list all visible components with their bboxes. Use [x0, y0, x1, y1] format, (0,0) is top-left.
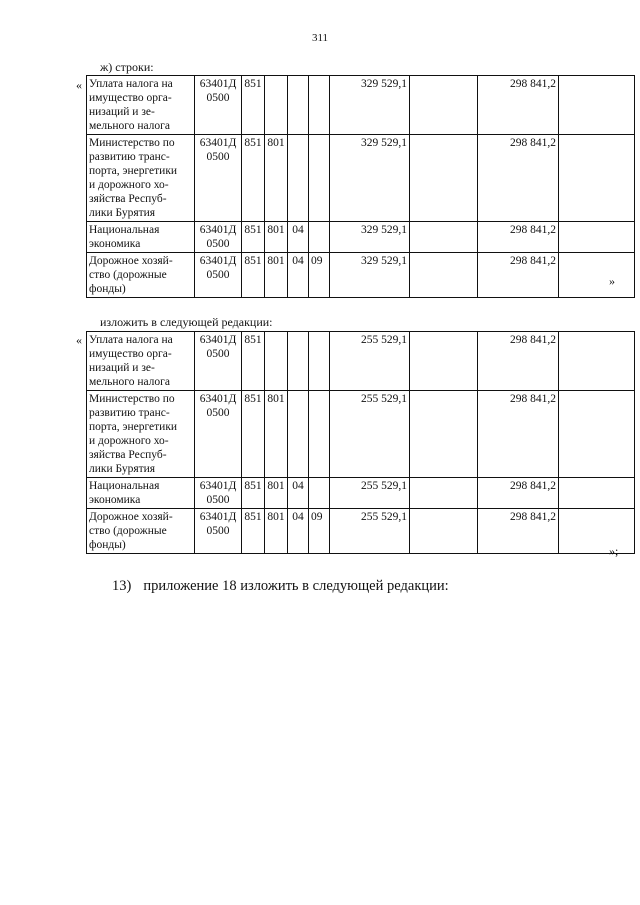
cell-amount-2: 298 841,2	[478, 509, 559, 554]
cell-name-line: Дорожное хозяй-	[89, 255, 173, 267]
cell-name-line: Уплата налога на	[89, 78, 173, 90]
cell-code-line: 63401Д	[199, 137, 237, 149]
cell-empty	[410, 509, 478, 554]
cell-dept: 851	[242, 509, 265, 554]
cell-expense-type: 09	[309, 253, 330, 298]
cell-code	[195, 332, 242, 391]
cell-name-line: и дорожного хо-	[89, 179, 169, 191]
cell-name-line: экономика	[89, 494, 141, 506]
cell-code	[195, 76, 242, 135]
budget-table-old	[86, 75, 635, 298]
section-new-label: изложить в следующей редакции:	[100, 315, 273, 329]
cell-empty	[559, 76, 635, 135]
cell-code-line: 63401Д	[199, 393, 237, 405]
cell-name	[87, 135, 195, 222]
cell-name-line: и дорожного хо-	[89, 435, 169, 447]
cell-code	[195, 135, 242, 222]
cell-name-line: Национальная	[89, 480, 160, 492]
cell-name-line: имущество орга-	[89, 348, 172, 360]
cell-amount-2: 298 841,2	[478, 478, 559, 509]
cell-subsection	[288, 332, 309, 391]
cell-subsection	[288, 76, 309, 135]
cell-code	[195, 478, 242, 509]
cell-name-line: Министерство по	[89, 137, 175, 149]
cell-subsection: 04	[288, 222, 309, 253]
cell-expense-type	[309, 391, 330, 478]
cell-code-line: 63401Д	[199, 511, 237, 523]
cell-name-line: Уплата налога на	[89, 334, 173, 346]
cell-code-line: 0500	[206, 494, 230, 506]
cell-empty	[559, 478, 635, 509]
table-row	[87, 478, 635, 509]
cell-amount-2: 298 841,2	[478, 222, 559, 253]
cell-name	[87, 253, 195, 298]
cell-empty	[559, 391, 635, 478]
cell-dept: 851	[242, 76, 265, 135]
cell-amount-1: 255 529,1	[330, 391, 410, 478]
open-quote-new: «	[76, 333, 82, 347]
cell-subsection: 04	[288, 478, 309, 509]
cell-name-line: имущество орга-	[89, 92, 172, 104]
table-row	[87, 391, 635, 478]
cell-empty	[559, 222, 635, 253]
cell-code-line: 0500	[206, 348, 230, 360]
table-row	[87, 76, 635, 135]
item-13-text: приложение 18 изложить в следующей редакции:	[143, 578, 449, 594]
cell-subsection: 04	[288, 253, 309, 298]
cell-name-line: лики Бурятия	[89, 463, 156, 475]
cell-section	[265, 332, 288, 391]
cell-code-line: 63401Д	[199, 255, 237, 267]
cell-name-line: Национальная	[89, 224, 160, 236]
cell-code-line: 63401Д	[199, 334, 237, 346]
cell-dept: 851	[242, 478, 265, 509]
cell-dept: 851	[242, 222, 265, 253]
cell-name-line: фонды)	[89, 283, 126, 295]
cell-name-line: порта, энергетики	[89, 421, 178, 433]
cell-empty	[559, 332, 635, 391]
cell-name-line: порта, энергетики	[89, 165, 178, 177]
budget-table-new	[86, 331, 635, 554]
cell-section: 801	[265, 222, 288, 253]
cell-subsection: 04	[288, 509, 309, 554]
cell-empty	[410, 222, 478, 253]
cell-name-line: зяйства Респуб-	[89, 193, 167, 205]
cell-subsection	[288, 135, 309, 222]
cell-code	[195, 509, 242, 554]
cell-subsection	[288, 391, 309, 478]
cell-code-line: 0500	[206, 238, 230, 250]
cell-expense-type	[309, 222, 330, 253]
cell-name-line: мельного налога	[89, 120, 170, 132]
cell-amount-2: 298 841,2	[478, 332, 559, 391]
cell-empty	[559, 135, 635, 222]
cell-expense-type	[309, 478, 330, 509]
cell-amount-1: 329 529,1	[330, 76, 410, 135]
cell-expense-type	[309, 76, 330, 135]
cell-code-line: 0500	[206, 151, 230, 163]
cell-amount-1: 255 529,1	[330, 332, 410, 391]
cell-name-line: лики Бурятия	[89, 207, 156, 219]
cell-section: 801	[265, 509, 288, 554]
cell-expense-type	[309, 332, 330, 391]
cell-name-line: развитию транс-	[89, 407, 170, 419]
cell-code-line: 63401Д	[199, 78, 237, 90]
cell-name-line: низаций и зе-	[89, 106, 155, 118]
cell-empty	[410, 332, 478, 391]
page-number: 311	[311, 32, 329, 44]
cell-name	[87, 76, 195, 135]
cell-empty	[410, 253, 478, 298]
cell-dept: 851	[242, 332, 265, 391]
cell-amount-1: 329 529,1	[330, 135, 410, 222]
cell-name-line: зяйства Респуб-	[89, 449, 167, 461]
cell-name	[87, 332, 195, 391]
cell-section: 801	[265, 253, 288, 298]
cell-code-line: 0500	[206, 407, 230, 419]
cell-expense-type	[309, 135, 330, 222]
cell-code	[195, 253, 242, 298]
table-row	[87, 509, 635, 554]
table-row	[87, 253, 635, 298]
cell-name-line: мельного налога	[89, 376, 170, 388]
open-quote-old: «	[76, 78, 82, 92]
cell-name-line: ство (дорожные	[89, 525, 167, 537]
table-row	[87, 135, 635, 222]
cell-code-line: 63401Д	[199, 224, 237, 236]
cell-amount-2: 298 841,2	[478, 253, 559, 298]
cell-empty	[559, 509, 635, 554]
cell-name-line: Дорожное хозяй-	[89, 511, 173, 523]
cell-name-line: низаций и зе-	[89, 362, 155, 374]
cell-name-line: экономика	[89, 238, 141, 250]
cell-amount-1: 329 529,1	[330, 222, 410, 253]
cell-name	[87, 222, 195, 253]
cell-amount-1: 329 529,1	[330, 253, 410, 298]
cell-name	[87, 391, 195, 478]
cell-dept: 851	[242, 391, 265, 478]
cell-dept: 851	[242, 135, 265, 222]
cell-empty	[410, 391, 478, 478]
cell-name	[87, 509, 195, 554]
cell-amount-2: 298 841,2	[478, 391, 559, 478]
cell-section: 801	[265, 391, 288, 478]
cell-code-line: 0500	[206, 269, 230, 281]
cell-amount-1: 255 529,1	[330, 509, 410, 554]
close-quote-new: »;	[609, 544, 619, 558]
cell-amount-2: 298 841,2	[478, 135, 559, 222]
cell-name-line: ство (дорожные	[89, 269, 167, 281]
cell-empty	[410, 76, 478, 135]
cell-code	[195, 222, 242, 253]
cell-code-line: 0500	[206, 525, 230, 537]
cell-code-line: 0500	[206, 92, 230, 104]
cell-name-line: развитию транс-	[89, 151, 170, 163]
cell-code-line: 63401Д	[199, 480, 237, 492]
table-row	[87, 332, 635, 391]
cell-name-line: Министерство по	[89, 393, 175, 405]
item-13-number: 13)	[112, 578, 132, 594]
cell-amount-1: 255 529,1	[330, 478, 410, 509]
cell-section	[265, 76, 288, 135]
cell-empty	[410, 478, 478, 509]
cell-empty	[559, 253, 635, 298]
cell-amount-2: 298 841,2	[478, 76, 559, 135]
cell-section: 801	[265, 478, 288, 509]
cell-dept: 851	[242, 253, 265, 298]
section-old-label: ж) строки:	[100, 60, 154, 74]
cell-expense-type: 09	[309, 509, 330, 554]
table-row	[87, 222, 635, 253]
cell-code	[195, 391, 242, 478]
item-13-paragraph	[112, 578, 449, 595]
cell-section: 801	[265, 135, 288, 222]
cell-empty	[410, 135, 478, 222]
cell-name	[87, 478, 195, 509]
cell-name-line: фонды)	[89, 539, 126, 551]
close-quote-old: »	[609, 274, 615, 288]
